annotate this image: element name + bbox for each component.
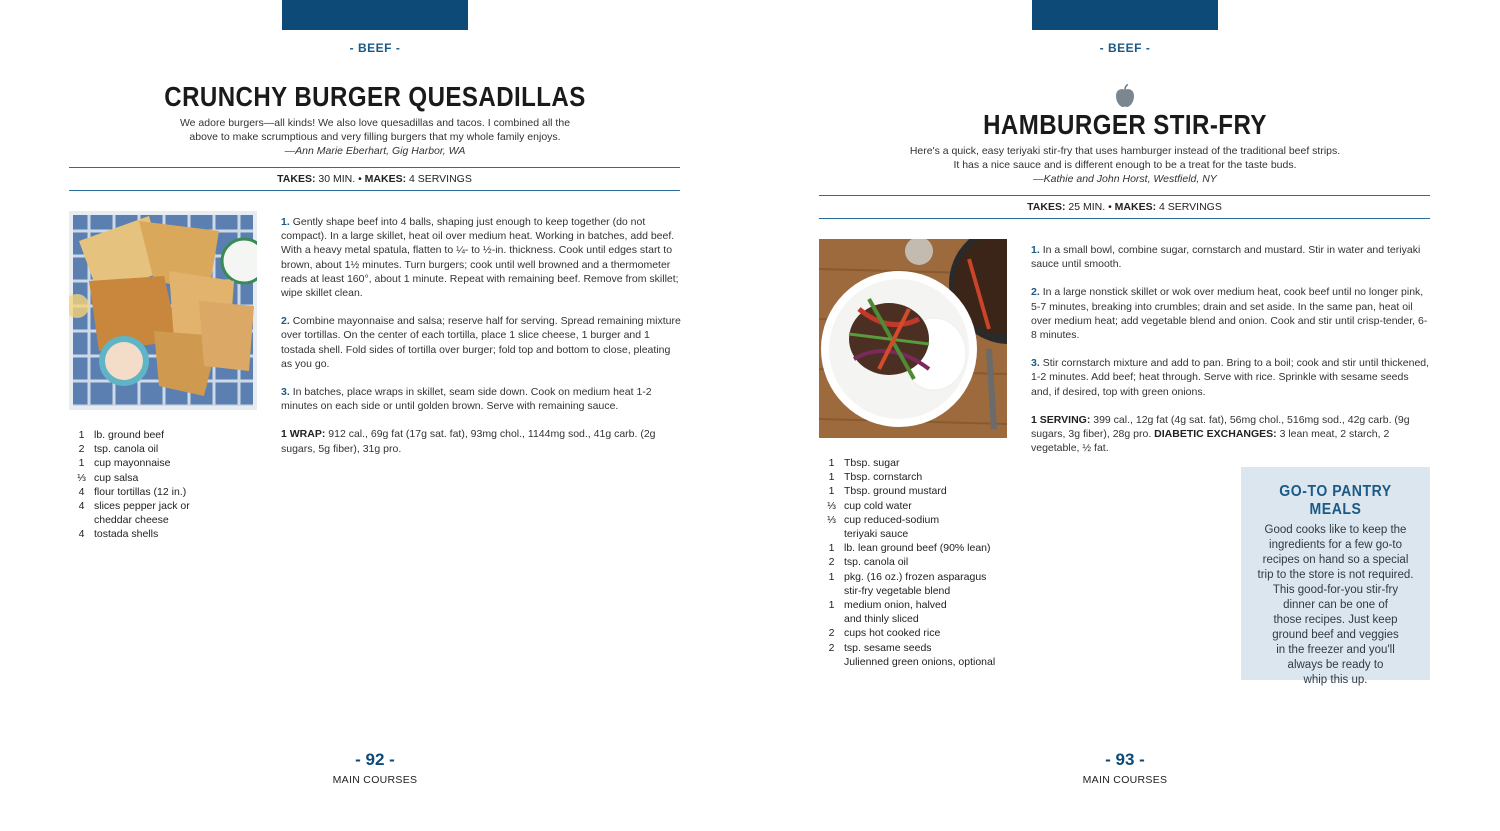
ingredient-text: Tbsp. cornstarch bbox=[844, 471, 923, 484]
divider bbox=[69, 190, 680, 191]
takes-makes bbox=[69, 173, 680, 185]
takes-label: TAKES: bbox=[1027, 201, 1066, 213]
directions bbox=[1031, 243, 1431, 469]
step bbox=[1031, 243, 1431, 271]
ingredient-text: Tbsp. sugar bbox=[844, 457, 900, 469]
sidebar-line: whip this up. bbox=[1303, 674, 1368, 686]
ingredient-item bbox=[69, 527, 249, 541]
makes-label: MAKES: bbox=[1114, 201, 1157, 213]
ingredient-qty: ⅓ bbox=[77, 471, 86, 484]
step-number: 3. bbox=[1031, 357, 1040, 370]
diabetic-exchanges-label: DIABETIC EXCHANGES: bbox=[1154, 428, 1277, 441]
takes-value: 30 MIN. bbox=[318, 173, 356, 185]
ingredient-text: pkg. (16 oz.) frozen asparagus stir-fry vegetable blend bbox=[844, 570, 987, 597]
step-number: 3. bbox=[281, 386, 290, 399]
divider bbox=[69, 167, 680, 168]
recipe-intro bbox=[750, 144, 1500, 187]
ingredient-item bbox=[69, 442, 249, 456]
ingredient-item bbox=[819, 513, 969, 541]
ingredient-qty: 4 bbox=[78, 500, 85, 513]
ingredient-item bbox=[69, 485, 249, 499]
intro-line: Here's a quick, easy teriyaki stir-fry that uses hamburger instead of the traditional beef strips. bbox=[909, 145, 1341, 157]
step-text: In a small bowl, combine sugar, cornstarch and mustard. Stir in water and teriyaki sauce until smooth. bbox=[1031, 244, 1421, 271]
bullet: • bbox=[1108, 201, 1112, 213]
ingredient-item bbox=[819, 456, 1009, 470]
ingredient-text: lb. lean ground beef (90% lean) bbox=[844, 542, 991, 555]
header-tab bbox=[282, 0, 468, 30]
makes-label: MAKES: bbox=[364, 173, 407, 185]
step-text: In batches, place wraps in skillet, seam side down. Cook on medium heat 1-2 minutes on each side or until golden brown. Serve with remaining sauce. bbox=[281, 386, 652, 413]
section-label: - BEEF - bbox=[349, 41, 401, 55]
ingredient-text: slices pepper jack or cheddar cheese bbox=[94, 500, 190, 527]
ingredient-qty: 1 bbox=[78, 457, 85, 470]
sidebar-line: ingredients for a few go-to bbox=[1269, 539, 1402, 551]
sidebar-line: in the freezer and you'll bbox=[1276, 644, 1395, 656]
step-number: 2. bbox=[1031, 286, 1040, 299]
ingredient-qty: 1 bbox=[828, 485, 835, 498]
ingredient-item bbox=[819, 470, 1009, 484]
ingredient-text: medium onion, halved and thinly sliced bbox=[844, 599, 947, 626]
tip-sidebar bbox=[1241, 467, 1430, 686]
ingredient-qty: 1 bbox=[828, 570, 835, 583]
ingredient-text: tsp. canola oil bbox=[94, 443, 159, 456]
nutrition-facts bbox=[1031, 413, 1431, 456]
sidebar-line: recipes on hand so a special bbox=[1262, 554, 1409, 566]
quesadilla-image bbox=[69, 211, 257, 410]
step-text: Gently shape beef into 4 balls, shaping just enough to keep together (do not compact). In a large skillet, heat oil over medium heat. Working in batches, add beef. With a heavy metal spatula, flatten to ¼- to ½-in. thickness. Cook until edges start to brown, about 1½ minutes. Turn burgers; cook until well browned and a thermometer reads at least 160°, about 1 minute. Repeat with remaining beef. Remove from skillet; wipe skillet clean. bbox=[281, 216, 679, 300]
recipe-title: HAMBURGER STIR-FRY bbox=[983, 109, 1267, 140]
ingredient-qty: ⅓ bbox=[827, 499, 836, 512]
makes-value: 4 SERVINGS bbox=[409, 173, 472, 185]
ingredient-qty: 1 bbox=[828, 542, 835, 555]
ingredient-item bbox=[819, 655, 1009, 669]
step-number: 2. bbox=[281, 315, 290, 328]
ingredient-item bbox=[819, 598, 964, 626]
quesadilla-photo bbox=[69, 211, 257, 410]
sidebar-line: dinner can be one of bbox=[1283, 599, 1388, 611]
ingredient-qty: 2 bbox=[828, 627, 835, 640]
sidebar-line: always be ready to bbox=[1287, 659, 1384, 671]
takes-value: 25 MIN. bbox=[1068, 201, 1106, 213]
ingredient-text: tsp. canola oil bbox=[844, 556, 909, 569]
ingredient-qty: 1 bbox=[828, 457, 835, 469]
ingredient-text: tsp. sesame seeds bbox=[844, 641, 932, 654]
makes-value: 4 SERVINGS bbox=[1159, 201, 1222, 213]
attribution: —Kathie and John Horst, Westfield, NY bbox=[1033, 173, 1217, 186]
ingredient-qty bbox=[819, 655, 844, 669]
apple-icon bbox=[1114, 84, 1136, 108]
ingredient-qty: 2 bbox=[78, 443, 85, 456]
nutrition-facts bbox=[281, 427, 681, 455]
ingredient-qty: 1 bbox=[828, 599, 835, 612]
step-text: Stir cornstarch mixture and add to pan. Bring to a boil; cook and stir until thickened, 1-2 minutes. Add beef; heat through. Serve with rice. Sprinkle with sesame seeds and, if desired, top with green onions. bbox=[1031, 357, 1430, 398]
ingredient-text: lb. ground beef bbox=[94, 429, 165, 441]
ingredient-qty: ⅓ bbox=[827, 513, 836, 526]
sidebar-line: ground beef and veggies bbox=[1272, 629, 1399, 641]
page-category: MAIN COURSES bbox=[1082, 774, 1168, 786]
divider bbox=[819, 195, 1430, 196]
step bbox=[1031, 285, 1431, 342]
nutrition-text: 399 cal., 12g fat (4g sat. fat), 56mg chol., 516mg sod., 42g carb. (9g sugars, 3g fiber), 28g pro. bbox=[1031, 413, 1410, 441]
right-page bbox=[750, 0, 1500, 831]
bullet: • bbox=[358, 173, 362, 185]
diabetic-exchanges-text: 3 lean meat, 2 starch, 2 vegetable, ½ fat. bbox=[1031, 428, 1390, 455]
step-text: In a large nonstick skillet or wok over medium heat, cook beef until no longer pink, 5-7 minutes, breaking into crumbles; drain and set aside. In the same pan, heat oil over medium heat; add vegetable blend and onion. Cook and stir until crisp-tender, 6-8 minutes. bbox=[1031, 286, 1428, 342]
ingredient-qty: 1 bbox=[828, 471, 835, 484]
sidebar-title: GO-TO PANTRY MEALS bbox=[1279, 483, 1392, 518]
page-footer bbox=[0, 750, 750, 786]
sidebar-line: trip to the store is not required. bbox=[1257, 569, 1414, 581]
ingredient-qty: 2 bbox=[828, 556, 835, 569]
ingredient-item bbox=[819, 641, 1009, 655]
ingredient-item bbox=[819, 570, 994, 598]
directions bbox=[281, 215, 681, 470]
page-number: - 92 - bbox=[355, 750, 395, 769]
ingredient-item bbox=[819, 555, 1009, 569]
page-footer bbox=[750, 750, 1500, 786]
ingredient-item bbox=[69, 456, 249, 470]
page-category: MAIN COURSES bbox=[332, 774, 418, 786]
header-tab bbox=[1032, 0, 1218, 30]
stir-fry-image bbox=[819, 239, 1007, 438]
step bbox=[1031, 356, 1431, 399]
sidebar-line: This good-for-you stir-fry bbox=[1272, 584, 1399, 596]
section-label: - BEEF - bbox=[1099, 41, 1151, 55]
ingredient-item bbox=[69, 471, 249, 485]
ingredient-list bbox=[69, 428, 249, 542]
ingredient-item bbox=[69, 428, 249, 442]
ingredient-item bbox=[69, 499, 199, 527]
step bbox=[281, 215, 681, 300]
ingredient-qty: 1 bbox=[78, 429, 85, 441]
ingredient-qty: 4 bbox=[78, 528, 85, 541]
intro-line: We adore burgers—all kinds! We also love quesadillas and tacos. I combined all the bbox=[179, 117, 571, 129]
step bbox=[281, 314, 681, 371]
takes-label: TAKES: bbox=[277, 173, 316, 185]
intro-line: above to make scrumptious and very filling burgers that my whole family enjoys. bbox=[189, 131, 561, 144]
ingredient-item bbox=[819, 626, 1009, 640]
intro-line: It has a nice sauce and is different enough to be a treat for the taste buds. bbox=[953, 159, 1297, 172]
nutrition-label: 1 WRAP: bbox=[281, 428, 326, 441]
step-text: Combine mayonnaise and salsa; reserve half for serving. Spread remaining mixture over tortillas. On the center of each tortilla, place 1 slice cheese, 1 burger and 1 tostada shell. Fold sides of tortilla over burger; fold top and bottom to close, pleating as you go. bbox=[281, 315, 681, 370]
ingredient-text: cup cold water bbox=[844, 499, 912, 512]
ingredient-list bbox=[819, 456, 1009, 669]
divider bbox=[819, 218, 1430, 219]
ingredient-text: cup reduced-sodium teriyaki sauce bbox=[844, 513, 940, 541]
ingredient-text: Tbsp. ground mustard bbox=[844, 485, 947, 498]
takes-makes bbox=[819, 201, 1430, 213]
attribution: —Ann Marie Eberhart, Gig Harbor, WA bbox=[284, 145, 466, 158]
ingredient-item bbox=[819, 484, 1009, 498]
recipe-intro bbox=[0, 116, 750, 159]
sidebar-body bbox=[1251, 523, 1420, 688]
ingredient-qty: 2 bbox=[828, 641, 835, 654]
ingredient-text: flour tortillas (12 in.) bbox=[94, 485, 187, 498]
ingredient-text: cups hot cooked rice bbox=[844, 627, 941, 640]
ingredient-text: Julienned green onions, optional bbox=[844, 655, 996, 668]
ingredient-item bbox=[819, 499, 1009, 513]
nutrition-label: 1 SERVING: bbox=[1031, 413, 1091, 426]
step-number: 1. bbox=[1031, 244, 1040, 256]
sidebar-line: Good cooks like to keep the bbox=[1264, 524, 1407, 536]
sidebar-line: those recipes. Just keep bbox=[1273, 614, 1398, 626]
recipe-title: CRUNCHY BURGER QUESADILLAS bbox=[164, 81, 586, 112]
step bbox=[281, 385, 681, 413]
ingredient-qty: 4 bbox=[78, 485, 85, 498]
nutrition-text: 912 cal., 69g fat (17g sat. fat), 93mg chol., 1144mg sod., 41g carb. (2g sugars, 5g fiber), 31g pro. bbox=[281, 428, 656, 455]
ingredient-item bbox=[819, 541, 1009, 555]
ingredient-text: cup salsa bbox=[94, 471, 139, 484]
ingredient-text: tostada shells bbox=[94, 528, 159, 541]
ingredient-text: cup mayonnaise bbox=[94, 457, 171, 470]
page-number: - 93 - bbox=[1105, 750, 1145, 769]
stir-fry-photo bbox=[819, 239, 1007, 438]
step-number: 1. bbox=[281, 216, 290, 228]
